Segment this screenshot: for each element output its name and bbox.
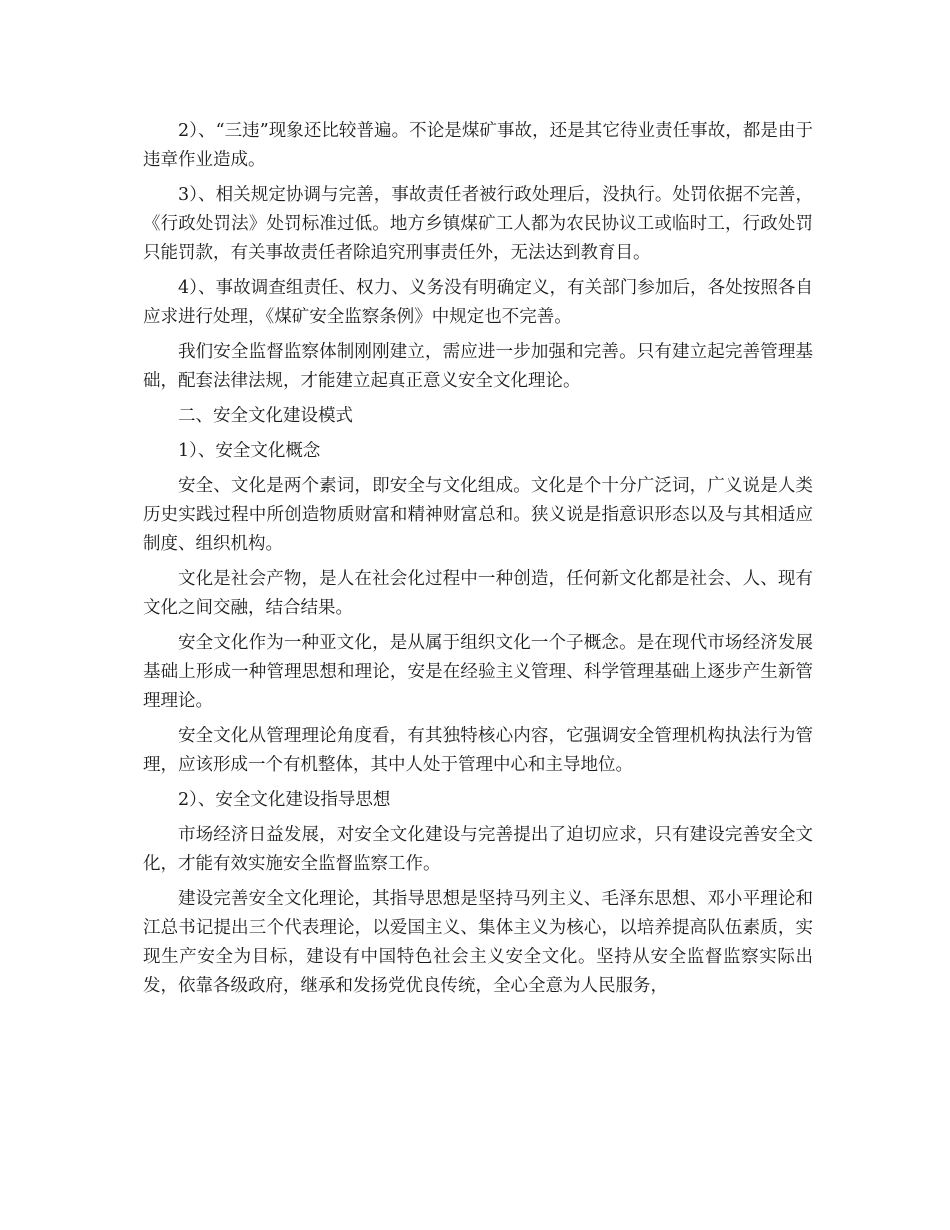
paragraph-regulations: 3）、相关规定协调与完善，事故责任者被行政处理后，没执行。处罚依据不完善，《行政处罚法》处罚标准过低。地方乡镇煤矿工人都为农民协议工或临时工，行政处罚只能罚款，有关事故责任者除追究刑事责任外，无法达到教育目。 xyxy=(143,185,813,263)
paragraph-management-theory: 安全文化从管理理论角度看，有其独特核心内容，它强调安全管理机构执法行为管理，应该形成一个有机整体，其中人处于管理中心和主导地位。 xyxy=(143,726,813,775)
document-body xyxy=(143,117,813,1007)
paragraph-guiding-ideology: 建设完善安全文化理论，其指导思想是坚持马列主义、毛泽东思想、邓小平理论和江总书记提出三个代表理论，以爱国主义、集体主义为核心，以培养提高队伍素质，实现生产安全为目标，建设有中国特色社会主义安全文化。坚持从安全监督监察实际出发，依靠各级政府，继承和发扬党优良传统，全心全意为人民服务， xyxy=(143,889,813,996)
paragraph-violations: 2）、“三违”现象还比较普遍。不论是煤矿事故，还是其它待业责任事故，都是由于违章作业造成。 xyxy=(143,121,813,170)
paragraph-investigation: 4）、事故调查组责任、权力、义务没有明确定义，有关部门参加后，各处按照各自应求进行处理，《煤矿安全监察条例》中规定也不完善。 xyxy=(143,278,813,327)
paragraph-market-economy: 市场经济日益发展，对安全文化建设与完善提出了迫切应求，只有建设完善安全文化，才能有效实施安全监督监察工作。 xyxy=(143,825,813,874)
paragraph-supervision-system: 我们安全监督监察体制刚刚建立，需应进一步加强和完善。只有建立起完善管理基础，配套法律法规，才能建立起真正意义安全文化理论。 xyxy=(143,342,813,391)
paragraph-subculture: 安全文化作为一种亚文化，是从属于组织文化一个子概念。是在现代市场经济发展基础上形成一种管理思想和理论，安是在经验主义管理、科学管理基础上逐步产生新管理理论。 xyxy=(143,633,813,711)
paragraph-safety-culture-definition: 安全、文化是两个素词，即安全与文化组成。文化是个十分广泛词，广义说是人类历史实践过程中所创造物质财富和精神财富总和。狭义说是指意识形态以及与其相适应制度、组织机构。 xyxy=(143,476,813,554)
subsection-heading-concept: 1）、安全文化概念 xyxy=(178,441,321,461)
paragraph-culture-social-product: 文化是社会产物，是人在社会化过程中一种创造，任何新文化都是社会、人、现有文化之间交融，结合结果。 xyxy=(143,569,813,618)
subsection-heading-guiding-thought: 2）、安全文化建设指导思想 xyxy=(178,790,391,810)
section-heading: 二、安全文化建设模式 xyxy=(178,406,353,426)
